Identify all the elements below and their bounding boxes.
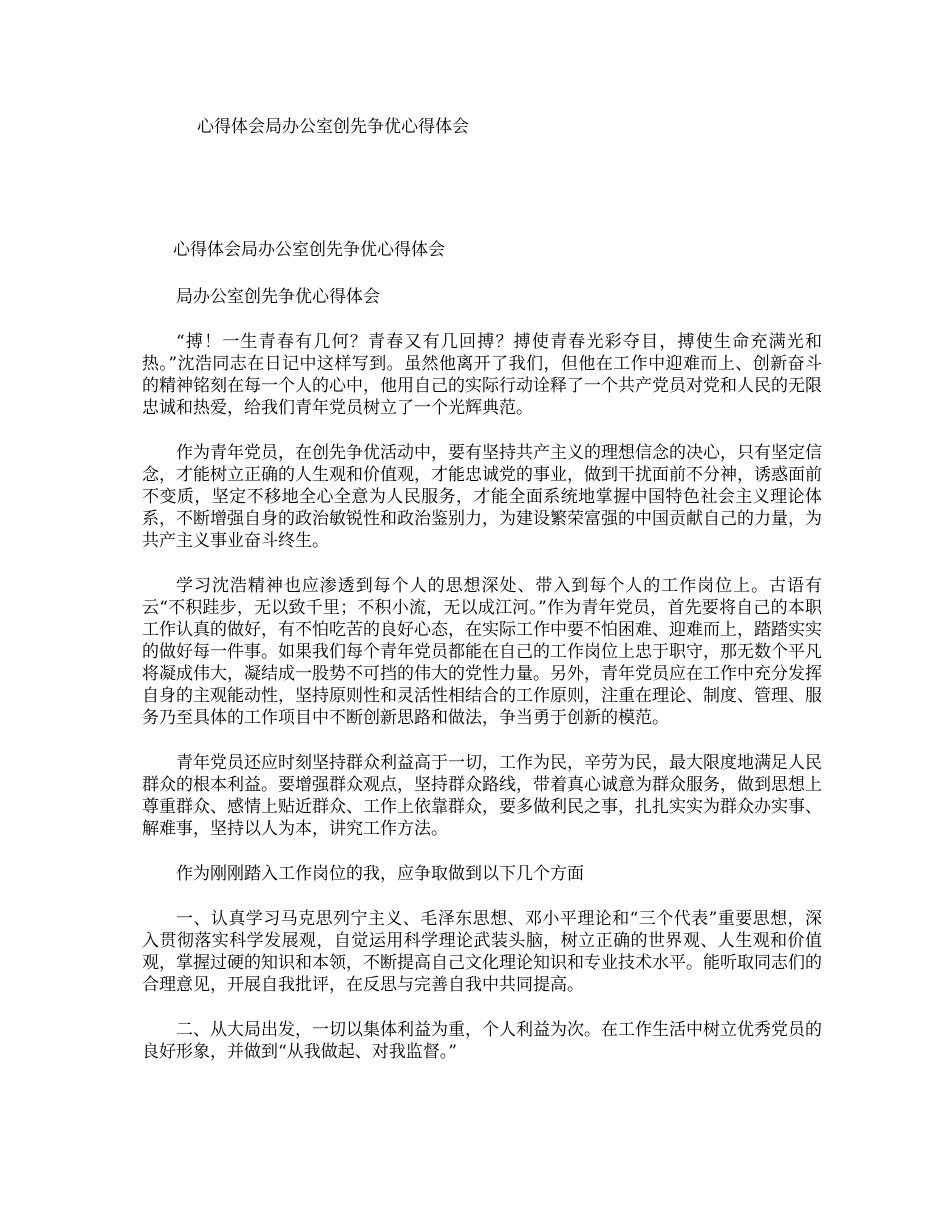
paragraph: 作为刚刚踏入工作岗位的我，应争取做到以下几个方面 — [176, 864, 584, 884]
document-title: 心得体会局办公室创先争优心得体会 — [197, 117, 469, 137]
paragraph: 二、从大局出发，一切以集体利益为重，个人利益为次。在工作生活中树立优秀党员的良好形象，并做到“从我做起、对我监督。” — [142, 1020, 822, 1062]
paragraph: 作为青年党员，在创先争优活动中，要有坚持共产主义的理想信念的决心，只有坚定信念，才能树立正确的人生观和价值观，才能忠诚党的事业，做到干扰面前不分神，诱惑面前不变质，坚定不移地全心全意为人民服务，才能全面系统地掌握中国特色社会主义理论体系，不断增强自身的政治敏锐性和政治鉴别力，为建设繁荣富强的中国贡献自己的力量，为共产主义事业奋斗终生。 — [142, 443, 822, 551]
paragraph: 一、认真学习马克思列宁主义、毛泽东思想、邓小平理论和“三个代表”重要思想，深入贯彻落实科学发展观，自觉运用科学理论武装头脑，树立正确的世界观、人生观和价值观，掌握过硬的知识和本领，不断提高自己文化理论知识和专业技术水平。能听取同志们的合理意见，开展自我批评，在反思与完善自我中共同提高。 — [142, 909, 822, 995]
paragraph: 青年党员还应时刻坚持群众利益高于一切，工作为民，辛劳为民，最大限度地满足人民群众的根本利益。要增强群众观点，坚持群众路线，带着真心诚意为群众服务，做到思想上尊重群众、感情上贴近群众、工作上依靠群众，要多做利民之事，扎扎实实为群众办实事、解难事，坚持以人为本，讲究工作方法。 — [142, 753, 822, 839]
paragraph: 学习沈浩精神也应渗透到每个人的思想深处、带入到每个人的工作岗位上。古语有云“不积跬步，无以致千里；不积小流，无以成江河。”作为青年党员，首先要将自己的本职工作认真的做好，有不怕吃苦的良好心态，在实际工作中要不怕困难、迎难而上，踏踏实实的做好每一件事。如果我们每个青年党员都能在自己的工作岗位上忠于职守，那无数个平凡将凝成伟大，凝结成一股势不可挡的伟大的党性力量。另外，青年党员应在工作中充分发挥自身的主观能动性，坚持原则性和灵活性相结合的工作原则，注重在理论、制度、管理、服务乃至具体的工作项目中不断创新思路和做法，争当勇于创新的模范。 — [142, 576, 822, 728]
paragraph: “搏！一生青春有几何？青春又有几回搏？搏使青春光彩夺目，搏使生命充满光和热。”沈浩同志在日记中这样写到。虽然他离开了我们，但他在工作中迎难而上、创新奋斗的精神铭刻在每一个人的心中，他用自己的实际行动诠释了一个共产党员对党和人民的无限忠诚和热爱，给我们青年党员树立了一个光辉典范。 — [142, 332, 822, 418]
document-subtitle: 心得体会局办公室创先争优心得体会 — [173, 240, 445, 260]
paragraph-heading: 局办公室创先争优心得体会 — [176, 287, 380, 307]
document-body — [142, 238, 822, 1086]
